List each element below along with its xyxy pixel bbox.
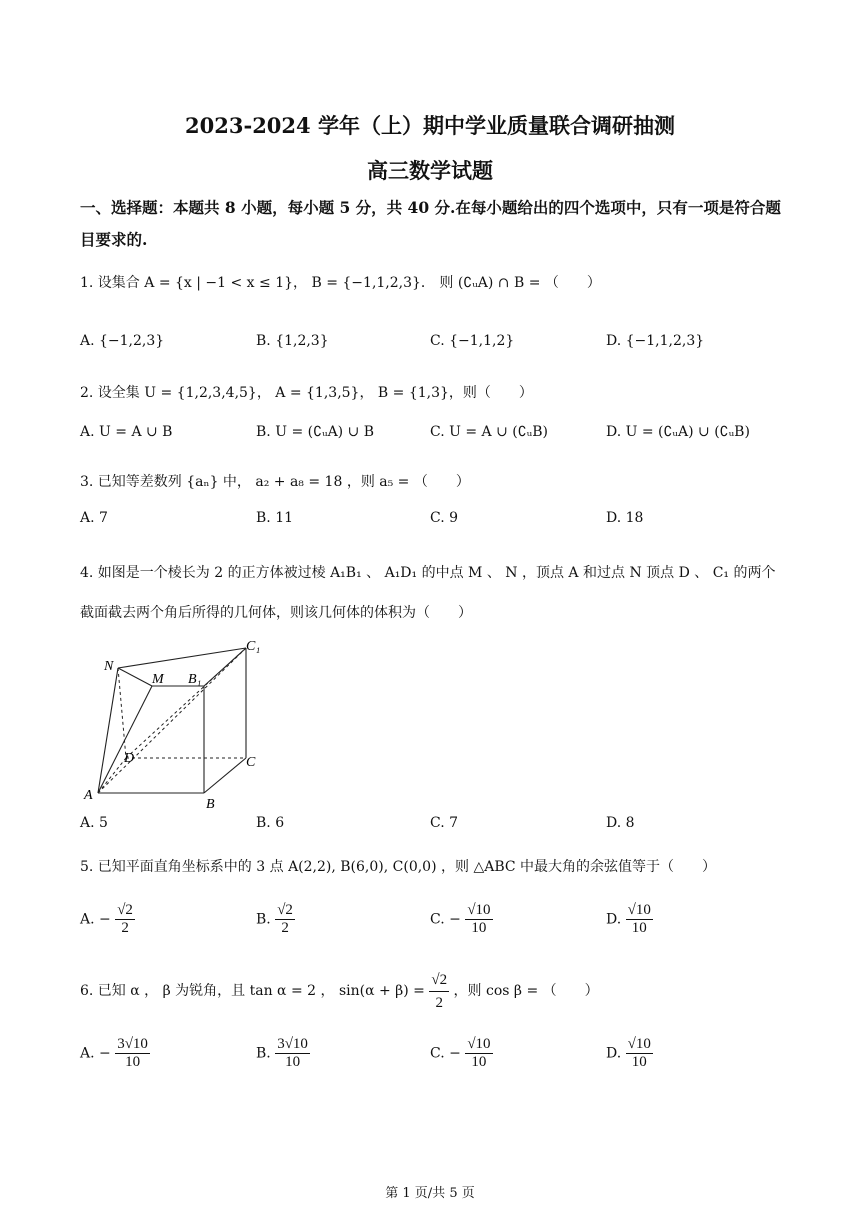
question-1-stem: 1. 设集合 A = {x | −1 < x ≤ 1}， B = {−1,1,2,3}． 则 (∁ᵤA) ∩ B = （ ） [80, 275, 601, 291]
option-letter: C. [430, 1045, 445, 1062]
question-2-options [80, 424, 780, 454]
option-b [256, 902, 295, 937]
option-sign: − [449, 911, 461, 928]
option-a [80, 1036, 150, 1071]
fraction-denominator: 2 [121, 920, 129, 936]
question-4-stem-line2: 截面截去两个角后所得的几何体，则该几何体的体积为（ ） [80, 605, 472, 621]
label-n: N [104, 659, 114, 674]
question-6-stem-post: ，则 cos β = （ ） [453, 983, 599, 999]
question-6-options [80, 1036, 780, 1084]
option-b: B. {1,2,3} [256, 333, 329, 349]
fraction-denominator: 10 [125, 1054, 141, 1070]
option-c [430, 1036, 493, 1071]
option-fraction [115, 902, 135, 937]
option-a: A. U = A ∪ B [80, 424, 173, 440]
fraction-numerator: 3√10 [117, 1036, 148, 1052]
question-1-options [80, 333, 780, 363]
question-5-options [80, 902, 780, 950]
question-6-stem-pre: 6. 已知 α ， β 为锐角，且 tan α = 2 ， sin(α + β) = [80, 983, 425, 999]
label-a: A [84, 788, 93, 803]
label-d: D [124, 751, 135, 766]
label-c1: C₁ [246, 639, 261, 654]
option-c: C. 9 [430, 510, 459, 526]
option-letter: A. [80, 1045, 95, 1062]
option-letter: D. [606, 911, 622, 928]
question-2-stem: 2. 设全集 U = {1,2,3,4,5}， A = {1,3,5}， B = {1,3}，则（ ） [80, 385, 533, 401]
fraction-numerator: √10 [627, 1036, 651, 1052]
fraction-denominator: 2 [435, 994, 443, 1011]
fraction-numerator: √10 [627, 902, 651, 918]
option-d: D. 8 [606, 815, 635, 831]
fraction-denominator: 10 [471, 920, 487, 936]
label-m: M [152, 672, 164, 687]
option-d [606, 1036, 653, 1071]
option-fraction [626, 902, 653, 937]
question-6-stem [80, 966, 800, 1016]
option-sign: − [99, 1045, 111, 1062]
fraction-numerator: √2 [429, 969, 449, 992]
option-fraction [465, 1036, 492, 1071]
fraction-numerator: √10 [467, 1036, 491, 1052]
option-b: B. U = (∁ᵤA) ∪ B [256, 424, 375, 440]
question-3-stem: 3. 已知等差数列 {aₙ} 中， a₂ + a₈ = 18 ，则 a₅ = （ ） [80, 474, 470, 490]
option-letter: A. [80, 911, 95, 928]
option-fraction [275, 902, 295, 937]
option-sign: − [449, 1045, 461, 1062]
option-a: A. 5 [80, 815, 108, 831]
question-4-options [80, 815, 780, 845]
option-fraction [465, 902, 492, 937]
option-d: D. U = (∁ᵤA) ∪ (∁ᵤB) [606, 424, 750, 440]
edge-b-c [204, 758, 246, 793]
question-3-options [80, 510, 780, 540]
option-c: C. {−1,1,2} [430, 333, 515, 349]
option-sign: − [99, 911, 111, 928]
option-b: B. 11 [256, 510, 294, 526]
option-a: A. {−1,2,3} [80, 333, 165, 349]
edge-n-m [118, 668, 152, 686]
option-a: A. 7 [80, 510, 108, 526]
label-b1: B₁ [188, 672, 202, 687]
fraction-denominator: 2 [281, 920, 289, 936]
label-b: B [206, 797, 215, 812]
edge-a-d [98, 758, 126, 793]
option-letter: C. [430, 911, 445, 928]
page-footer: 第 1 页/共 5 页 [385, 1186, 475, 1201]
fraction-denominator: 10 [631, 920, 647, 936]
option-letter: B. [256, 1045, 271, 1062]
fraction-numerator: √2 [277, 902, 293, 918]
option-a [80, 902, 135, 937]
option-fraction [275, 1036, 310, 1071]
option-fraction [115, 1036, 150, 1071]
fraction-denominator: 10 [471, 1054, 487, 1070]
option-b [256, 1036, 310, 1071]
option-fraction [626, 1036, 653, 1071]
option-letter: D. [606, 1045, 622, 1062]
option-c [430, 902, 493, 937]
fraction-denominator: 10 [285, 1054, 301, 1070]
option-letter: B. [256, 911, 271, 928]
option-b: B. 6 [256, 815, 285, 831]
question-5-stem: 5. 已知平面直角坐标系中的 3 点 A(2,2), B(6,0), C(0,0) ，则 △ABC 中最大角的余弦值等于（ ） [80, 859, 717, 875]
fraction-numerator: √2 [117, 902, 133, 918]
option-c: C. U = A ∪ (∁ᵤB) [430, 424, 548, 440]
fraction-numerator: √10 [467, 902, 491, 918]
fraction-numerator: 3√10 [277, 1036, 308, 1052]
option-c: C. 7 [430, 815, 459, 831]
question-4-stem-line1: 4. 如图是一个棱长为 2 的正方体被过棱 A₁B₁ 、 A₁D₁ 的中点 M 、 N ，顶点 A 和过点 N 顶点 D 、 C₁ 的两个 [80, 565, 776, 581]
option-d [606, 902, 653, 937]
exam-title: 2023-2024 学年（上）期中学业质量联合调研抽测 [185, 113, 675, 138]
section-heading: 一、选择题：本题共 8 小题，每小题 5 分，共 40 分.在每小题给出的四个选项中，只有一项是符合题目要求的. [80, 198, 781, 249]
geometry-figure [80, 636, 280, 812]
option-d: D. 18 [606, 510, 644, 526]
exam-subtitle: 高三数学试题 [367, 158, 493, 183]
question-6-fraction [429, 969, 449, 1014]
option-d: D. {−1,1,2,3} [606, 333, 705, 349]
fraction-denominator: 10 [631, 1054, 647, 1070]
label-c: C [246, 755, 256, 770]
